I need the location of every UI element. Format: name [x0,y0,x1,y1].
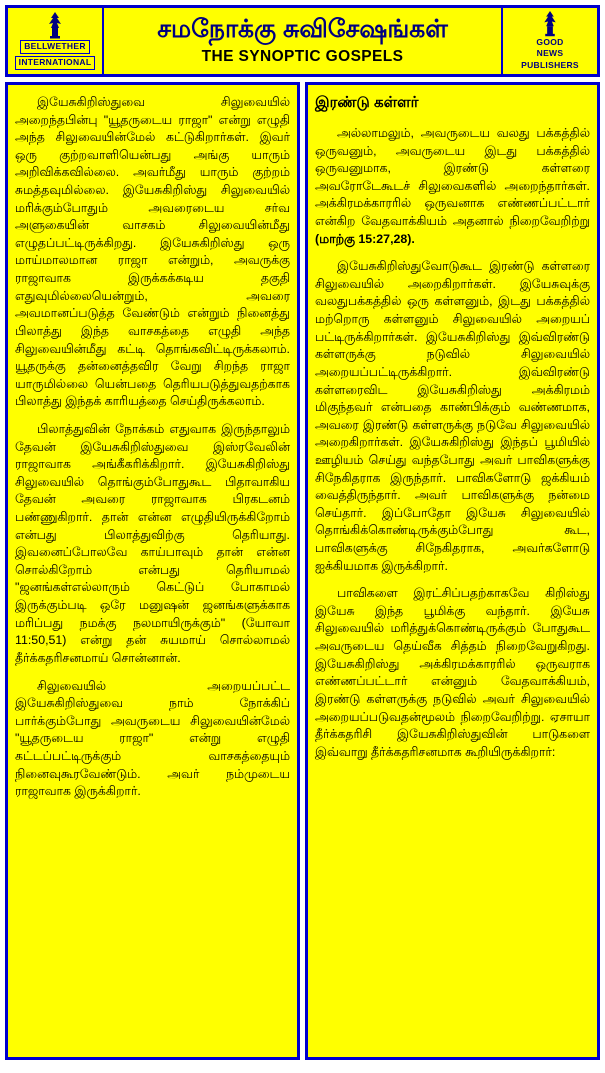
good-news-logo-line2: NEWS [536,48,564,59]
good-news-logo-line3: PUBLISHERS [521,60,579,71]
left-text-column [5,82,300,1060]
good-news-logo-line1: GOOD [536,36,564,47]
bellwether-international-logo [8,8,104,74]
masthead-title-block [104,8,501,74]
scripture-quote-text: அல்லாமலும், அவருடைய வலது பக்கத்தில் ஒருவனும், அவருடைய இடது பக்கத்தில் ஒருவனுமாக, இரண்டு கள்ளரை அவரோடேகூடச் சிலுவைகளில் அறைந்தார்கள். அக்கிரமக்காரரில் ஒருவனாக எண்ணப்பட்டார் என்கிற வேதவாக்கியம் அதனால் நிறைவேறிற்று [315,126,590,229]
paragraph: சிலுவையில் அறையப்பட்ட இயேசுகிறிஸ்துவை நாம் நோக்கிப் பார்க்கும்போது அவருடைய சிலுவையின்மேல் "யூதருடைய ராஜா" என்று எழுதி கட்டப்பட்டிருக்கும் வாசகத்தையும் நினைவுகூரவேண்டும். அவர் நம்முடைய ராஜாவாக இருக்கிறார். [15,678,290,799]
bellwether-logo-line2: INTERNATIONAL [15,56,96,70]
paragraph: பிலாத்துவின் நோக்கம் எதுவாக இருந்தாலும் தேவன் இயேசுகிறிஸ்துவை இஸ்ரவேலின் ராஜாவாக அங்கீகரிக்கிறார். இயேசுகிறிஸ்து சிலுவையில் தொங்கும்போதுகூட பிதாவாகிய தேவன் அவரை ராஜாவாக பிரகடனம் பண்ணுகிறார். தான் என்ன எழுதியிருக்கிறோம் என்பது பிலாத்துவிற்கு தெரியாது. இவனைப்போலவே காய்பாவும் தான் என்ன சொல்கிறோம் என்பது தெரியாமல் "ஜனங்கள்எல்லாரும் கெட்டுப் போகாமல் இருக்கும்படி ஒரே மனுஷன் ஜனங்களுக்காக மரிப்பது நமக்கு நலமாயிருக்கும்" (யோவா 11:50,51) என்று தன் சுயமாய் சொல்லாமல் தீர்க்கதரிசனமாய் சொன்னான். [15,421,290,665]
scripture-quote [315,125,590,248]
torch-icon [537,10,563,37]
paragraph: இயேசுகிறிஸ்துவோடுகூட இரண்டு கள்ளரை சிலுவையில் அறைகிறார்கள். இயேசுவுக்கு வலதுபக்கத்தில் ஒரு கள்ளனும், இடது பக்கத்தில் மற்றொரு கள்ளனும் சிலுவையில் அறையப் பட்டிருக்கிறார்கள். இயேசுகிறிஸ்து இவ்விரண்டு கள்ளருக்கு நடுவில் சிலுவையில் அறையப்பட்டிருக்கிறார். இவ்விரண்டு கள்ளரைவிட இயேசுகிறிஸ்து அக்கிரமம் மிகுந்தவர் என்பதை காண்பிக்கும் வண்ணமாக, அவரை இரண்டு கள்ளருக்கு நடுவே சிலுவையில் அறைகிறார்கள். இயேசுகிறிஸ்து இந்தப் பூமியில் ஊழியம் செய்து வந்தபோது அவர் பாவிகளுக்கு சிநேகிதராக இருந்தார். பாவிகளோடு ஜக்கியம் வைத்திருந்தார். அவர் பாவிகளுக்கு நன்மை செய்தார். இப்போதோ இயேசு சிலுவையில் தொங்கிக்கொண்டிருக்கும்போது கூட, பாவிகளுக்கு சிநேகிதராக, அவர்களோடு ஐக்கியமாக இருக்கிறார். [315,259,590,573]
scripture-reference: (மாற்கு 15:27,28). [315,231,415,246]
bellwether-logo-line1: BELLWETHER [20,40,90,54]
article-body [5,82,600,1060]
page-title-tamil: சமநோக்கு சுவிசேஷங்கள் [157,14,448,43]
right-text-column [305,82,600,1060]
good-news-publishers-logo [501,8,597,74]
torch-icon [42,11,68,39]
section-heading: இரண்டு கள்ளர் [315,94,419,111]
page-title-english: THE SYNOPTIC GOSPELS [201,48,404,66]
paragraph: இயேசுகிறிஸ்துவை சிலுவையில் அறைந்தபின்பு "யூதருடைய ராஜா" என்று எழுதி அந்த சிலுவையின்மேல் கட்டுகிறார்கள். இவர் ஒரு குற்றவாளியென்பது அங்கு யாரும் அறிவிக்கவில்லை. அவர்மீது யாரும் குற்றம் சுமத்தவுமில்லை. இயேசுகிறிஸ்து சிலுவையில் மரிக்கும்போதும் அவரைடைய சர்வ அளுகையின் வாசகம் சிலுவையின்மீது எழுதப்பட்டிருக்கிறது. இயேசுகிறிஸ்து ஒரு மாய்மாலமான ராஜா என்றும், அவருக்கு ராஜாவாக இருக்கக்கடிய தகுதி எதுவுமில்லையென்றும், அவரை அவமானப்படுத்த வேண்டும் என்றும் நினைத்து பிலாத்து இந்த வாசகத்தை எழுதி அந்த சிலுவையின்மீது கட்டி தொங்கவிட்டிருக்கலாம். யூதருக்கு தன்னைத்தவிர வேறு சிறந்த ராஜா யாருமில்லை யென்பதை தெரியபடுத்துவதற்காக பிலாத்து இந்தக் காரியத்தை செய்திருக்கலாம். [15,95,290,409]
masthead-banner [5,5,600,77]
paragraph: பாவிகளை இரட்சிப்பதற்காகவே கிறிஸ்து இயேசு இந்த பூமிக்கு வந்தார். இயேசு சிலுவையில் மரித்துக்கொண்டிருக்கும் போதுகூட அவருடைய தெய்வீக சித்தம் நிறைவேறுகிறது. இயேசுகிறிஸ்து அக்கிரமக்காரரில் ஒருவராக எண்ணப்பட்டார் என்னும் வேதவாக்கியம், இரண்டு கள்ளருக்கு நடுவில் அவர் சிலுவையில் அறையப்படுவதன்மூலம் நிறைவேறிற்று. ஏசாயா தீர்க்கதரிசி இயேசுகிறிஸ்துவின் பாடுகளை இவ்வாறு தீர்க்கதரிசனமாக கூறியிருக்கிறார்: [315,586,590,759]
